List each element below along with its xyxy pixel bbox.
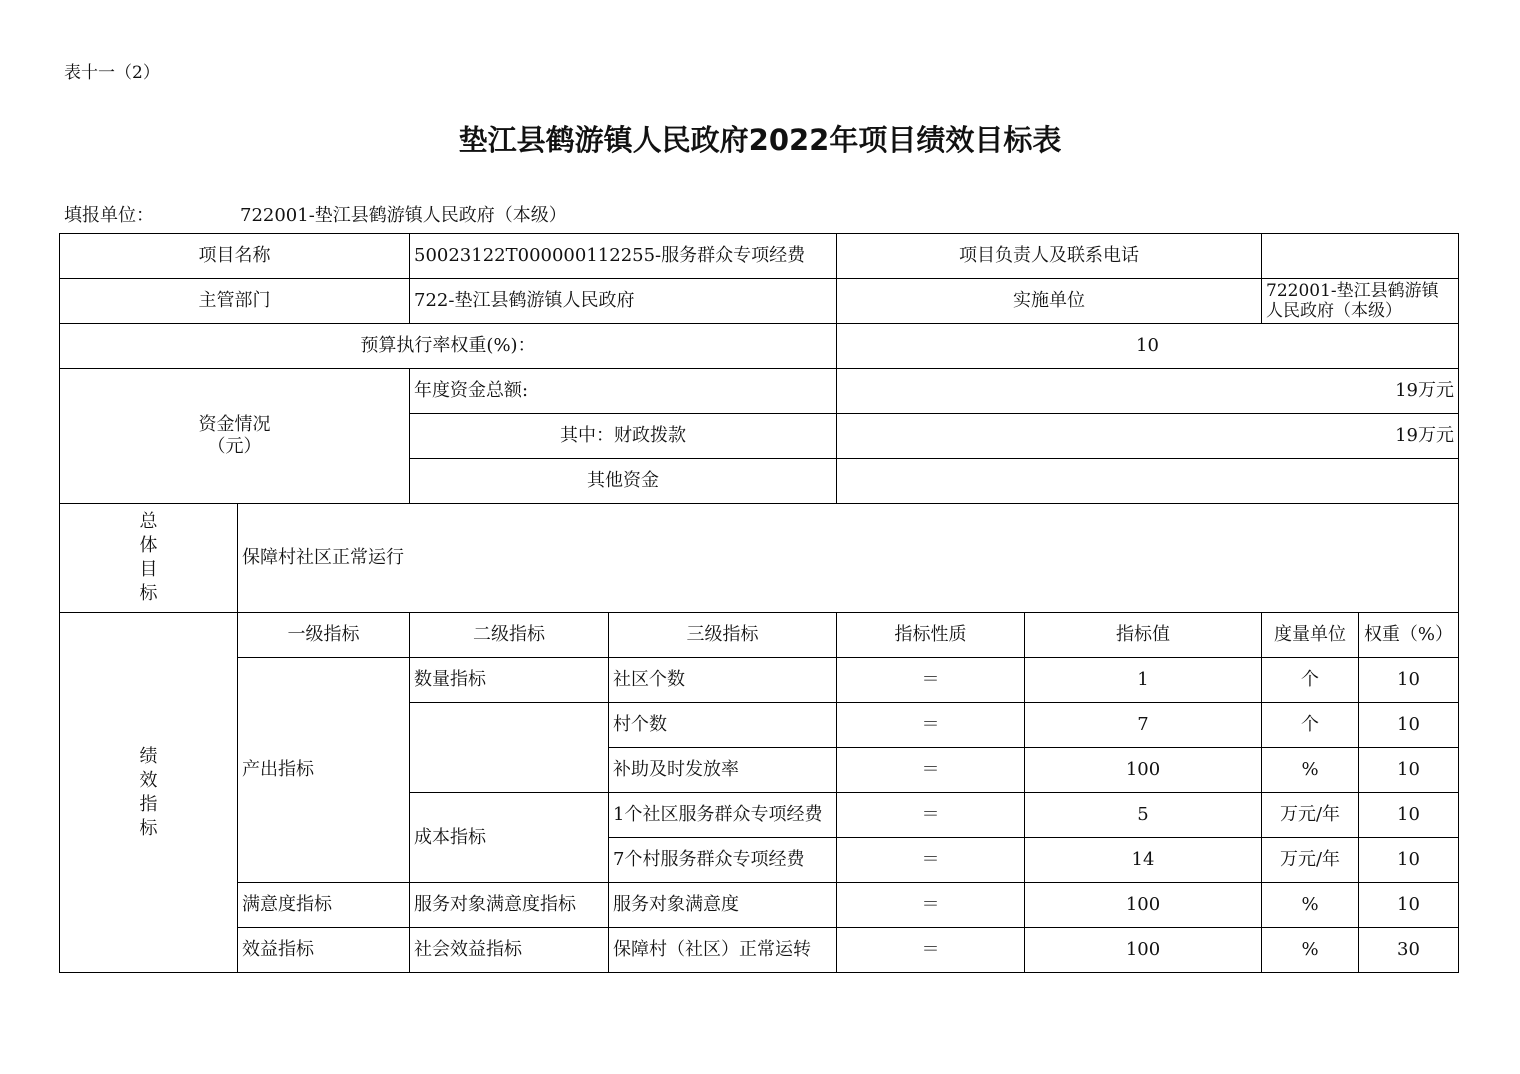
perf-label-char: 绩	[139, 745, 158, 767]
row-level3: 服务对象满意度	[609, 883, 837, 928]
goal-label-char: 目	[139, 559, 158, 580]
goal-label-char: 标	[139, 583, 158, 604]
row-value: 1	[1025, 658, 1262, 703]
impl-unit-label: 实施单位	[837, 279, 1262, 324]
row-level3: 村个数	[609, 703, 837, 748]
row-nature: ＝	[837, 883, 1025, 928]
level2-social-benefit: 社会效益指标	[410, 928, 609, 973]
level1-satisfaction: 满意度指标	[238, 883, 410, 928]
project-name-value: 50023122T000000112255-服务群众专项经费	[410, 234, 837, 279]
row-level3: 社区个数	[609, 658, 837, 703]
page-title: 垫江县鹤游镇人民政府2022年项目绩效目标表	[458, 123, 1062, 157]
row-value: 100	[1025, 748, 1262, 793]
funds-fiscal-label: 其中：财政拨款	[410, 414, 837, 459]
row-nature: ＝	[837, 748, 1025, 793]
impl-unit-value: 722001-垫江县鹤游镇人民政府（本级）	[1262, 279, 1459, 324]
row-unit: 个	[1262, 658, 1359, 703]
row-value: 100	[1025, 883, 1262, 928]
budget-weight-label: 预算执行率权重(%)：	[60, 324, 837, 369]
row-weight: 10	[1359, 658, 1459, 703]
header-level3: 三级指标	[609, 613, 837, 658]
overall-goal-text: 保障村社区正常运行	[238, 504, 1459, 613]
header-level2: 二级指标	[410, 613, 609, 658]
dept-label: 主管部门	[60, 279, 410, 324]
header-value: 指标值	[1025, 613, 1262, 658]
row-value: 100	[1025, 928, 1262, 973]
level2-quantity: 数量指标	[410, 658, 609, 703]
row-nature: ＝	[837, 658, 1025, 703]
goal-label-char: 总	[139, 511, 158, 532]
goal-label-char: 体	[139, 535, 158, 556]
funds-other-value	[837, 459, 1459, 504]
row-weight: 10	[1359, 748, 1459, 793]
row-level3: 7个村服务群众专项经费	[609, 838, 837, 883]
row-level3: 补助及时发放率	[609, 748, 837, 793]
funds-total-label: 年度资金总额:	[410, 369, 837, 414]
row-value: 7	[1025, 703, 1262, 748]
overall-goal-label	[60, 504, 238, 613]
row-unit: %	[1262, 883, 1359, 928]
dept-value: 722-垫江县鹤游镇人民政府	[410, 279, 837, 324]
funds-label	[60, 369, 410, 504]
row-weight: 10	[1359, 793, 1459, 838]
contact-value	[1262, 234, 1459, 279]
funds-total-value: 19万元	[837, 369, 1459, 414]
row-unit: %	[1262, 748, 1359, 793]
row-weight: 10	[1359, 703, 1459, 748]
row-value: 5	[1025, 793, 1262, 838]
budget-weight-value: 10	[837, 324, 1459, 369]
performance-label	[60, 613, 238, 973]
performance-table	[59, 233, 1459, 973]
row-nature: ＝	[837, 703, 1025, 748]
funds-other-label: 其他资金	[410, 459, 837, 504]
funds-label-line2: （元）	[207, 436, 262, 457]
perf-label-char: 指	[139, 793, 158, 815]
header-unit: 度量单位	[1262, 613, 1359, 658]
row-unit: 个	[1262, 703, 1359, 748]
level1-benefit: 效益指标	[238, 928, 410, 973]
row-level3: 保障村（社区）正常运转	[609, 928, 837, 973]
perf-label-char: 效	[139, 769, 158, 791]
level2-cost: 成本指标	[410, 793, 609, 883]
row-weight: 10	[1359, 883, 1459, 928]
level2-service-satisfaction: 服务对象满意度指标	[410, 883, 609, 928]
header-nature: 指标性质	[837, 613, 1025, 658]
project-name-label: 项目名称	[60, 234, 410, 279]
header-level1: 一级指标	[238, 613, 410, 658]
table-number: 表十一（2）	[64, 63, 160, 83]
perf-label-char: 标	[139, 817, 158, 839]
row-unit: 万元/年	[1262, 793, 1359, 838]
row-level3: 1个社区服务群众专项经费	[609, 793, 837, 838]
reporting-unit-value: 722001-垫江县鹤游镇人民政府（本级）	[240, 205, 567, 226]
row-unit: 万元/年	[1262, 838, 1359, 883]
row-nature: ＝	[837, 838, 1025, 883]
contact-label: 项目负责人及联系电话	[837, 234, 1262, 279]
row-nature: ＝	[837, 928, 1025, 973]
header-weight: 权重（%）	[1359, 613, 1459, 658]
funds-label-line1: 资金情况	[198, 414, 271, 435]
level1-output: 产出指标	[238, 658, 410, 883]
level2-empty	[410, 703, 609, 793]
funds-fiscal-value: 19万元	[837, 414, 1459, 459]
row-value: 14	[1025, 838, 1262, 883]
reporting-unit-label: 填报单位：	[64, 205, 154, 226]
row-weight: 30	[1359, 928, 1459, 973]
row-unit: %	[1262, 928, 1359, 973]
row-nature: ＝	[837, 793, 1025, 838]
row-weight: 10	[1359, 838, 1459, 883]
